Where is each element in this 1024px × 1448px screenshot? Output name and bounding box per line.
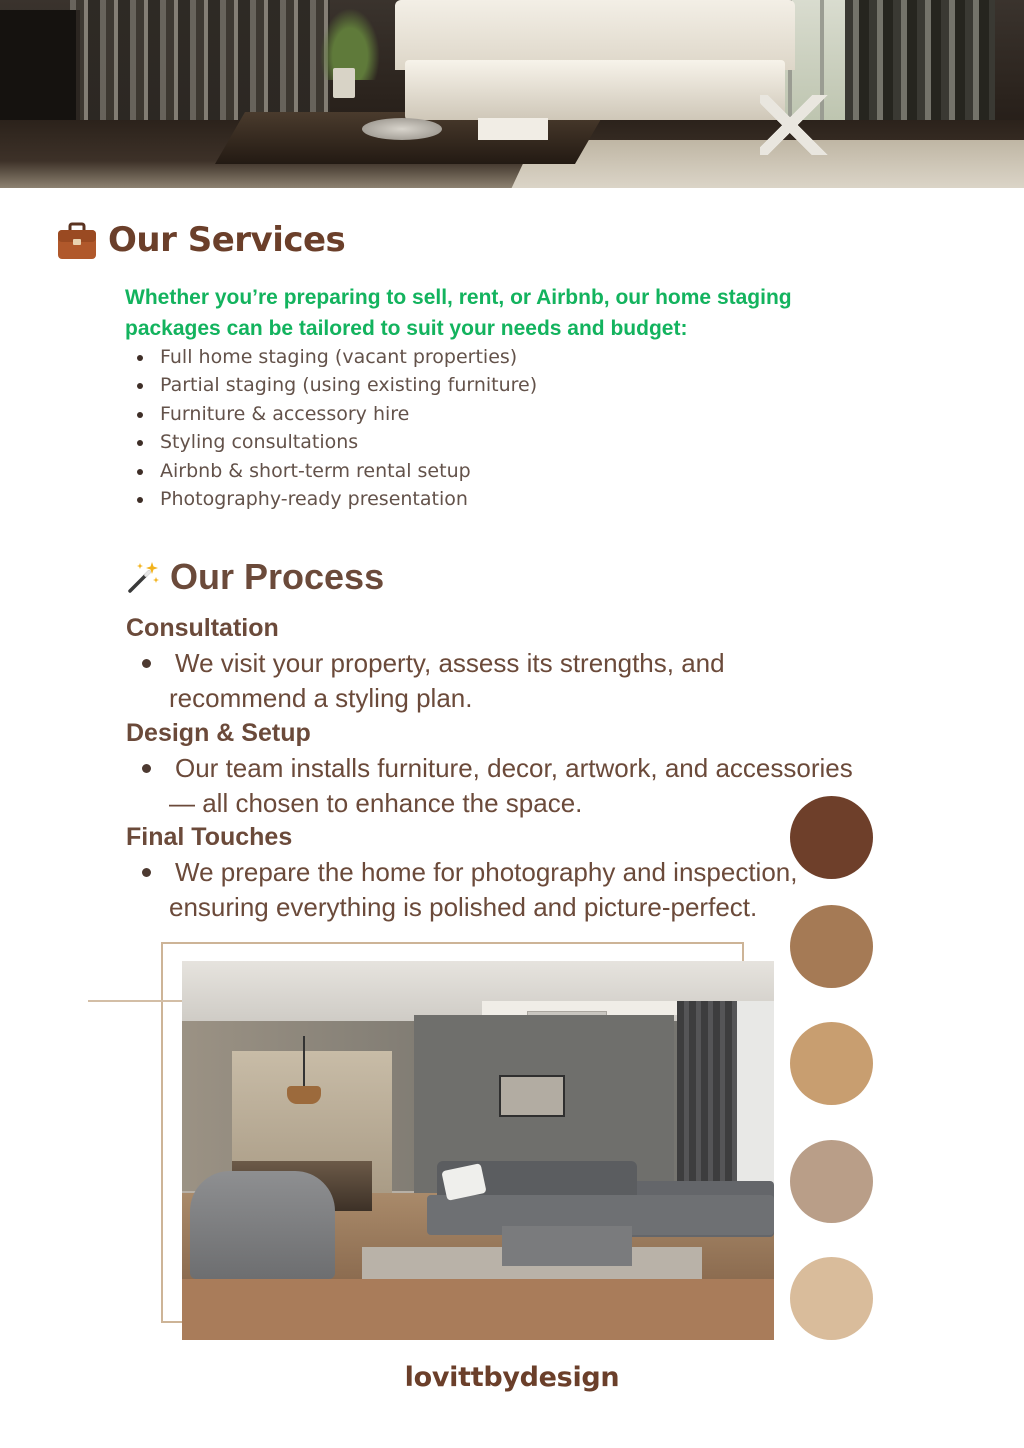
briefcase-icon	[57, 222, 97, 260]
palette-swatch	[790, 796, 873, 879]
bullet-icon	[142, 764, 151, 773]
step-title-consultation: Consultation	[126, 614, 279, 642]
brand-wordmark: lovittbydesign	[404, 1362, 620, 1393]
services-title: Our Services	[108, 220, 346, 260]
step-text-consultation: We visit your property, assess its strengths, and recommend a styling plan.	[169, 648, 725, 713]
list-item: Photography-ready presentation	[160, 485, 537, 513]
palette-swatch	[790, 1257, 873, 1340]
process-title: Our Process	[170, 556, 385, 597]
decorative-line	[88, 1000, 182, 1002]
list-item: Styling consultations	[160, 428, 537, 456]
step-text-final-touches: We prepare the home for photography and inspection, ensuring everything is polished and picture-perfect.	[169, 857, 798, 922]
palette-swatch	[790, 905, 873, 988]
living-room-photo	[182, 961, 774, 1279]
bullet-icon	[142, 868, 151, 877]
step-title-final-touches: Final Touches	[126, 823, 293, 851]
step-text-design-setup: Our team installs furniture, decor, artwork, and accessories — all chosen to enhance the space.	[169, 753, 853, 818]
services-list	[160, 343, 537, 513]
photo-color-band	[182, 1279, 774, 1340]
magic-wand-icon	[127, 560, 161, 594]
hero-living-room-photo	[0, 0, 1024, 188]
services-intro: Whether you’re preparing to sell, rent, or Airbnb, our home staging packages can be tailored to suit your needs and budget:	[125, 286, 792, 340]
list-item: Furniture & accessory hire	[160, 400, 537, 428]
list-item: Full home staging (vacant properties)	[160, 343, 537, 371]
bullet-icon	[142, 659, 151, 668]
list-item: Partial staging (using existing furniture)	[160, 371, 537, 399]
palette-swatch	[790, 1140, 873, 1223]
step-title-design-setup: Design & Setup	[126, 719, 311, 747]
list-item: Airbnb & short-term rental setup	[160, 457, 537, 485]
palette-swatch	[790, 1022, 873, 1105]
